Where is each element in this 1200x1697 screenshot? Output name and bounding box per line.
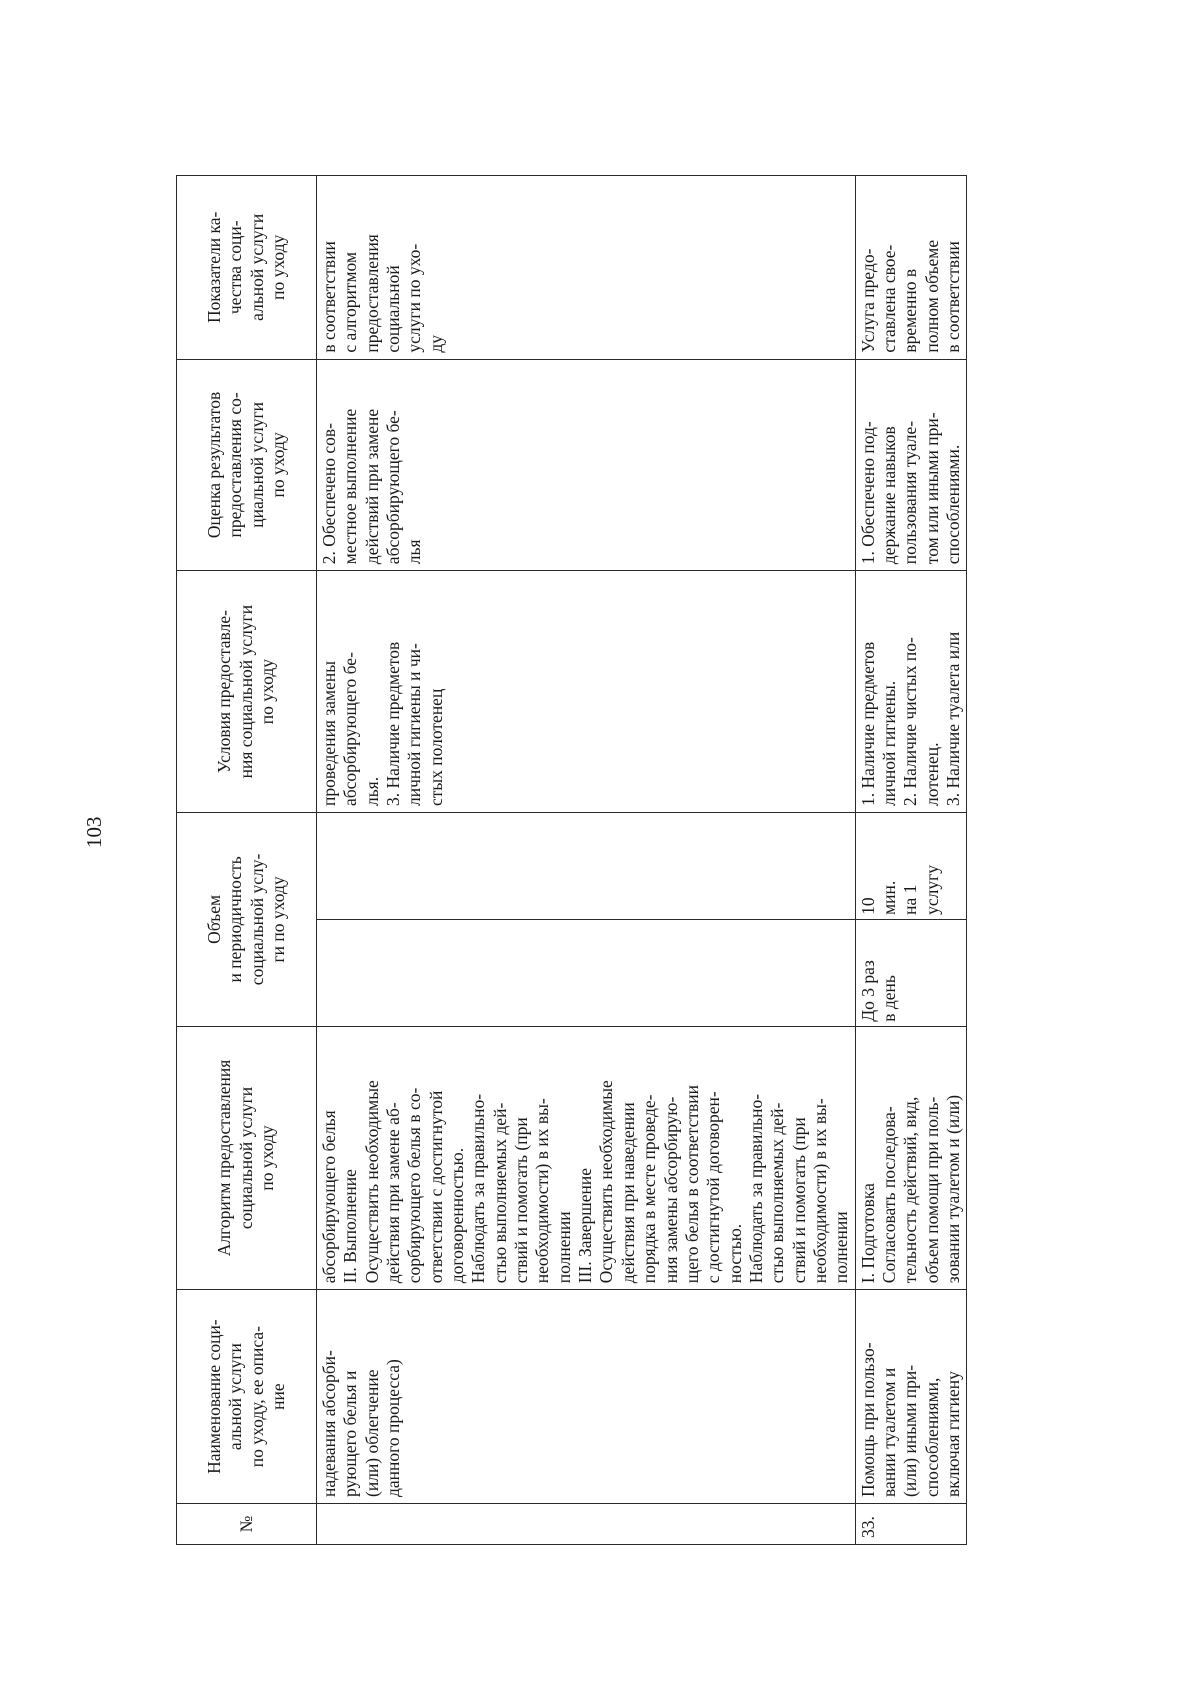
cell-algorithm: абсорбирующего белья II. Выполнение Осуществить необходимые действия при замене аб- сорбирующего белья в со- ответствии с достигнутой договоренностью. Наблюдать за правильно- стью выполняемых дей- ствий и помогать (при необходимости) в их вы- полнении III. Завершение Осуществить необходимые действия при наведении порядка в месте проведе- ния замены абсорбирую- щего белья в соответствии с достигнутой договорен- ностью. Наблюдать за правильно- стью выполняемых дей- ствий и помогать (при необходимости) в их вы- полнении — [317, 1026, 856, 1289]
header-evaluation: Оценка результатов предоставления со- циальной услуги по уходу — [177, 359, 317, 571]
header-number: № — [177, 1503, 317, 1544]
table-row — [317, 176, 856, 1545]
header-service-name: Наименование соци- альной услуги по уходу, ее описа- ние — [177, 1290, 317, 1504]
cell-algorithm: I. Подготовка Согласовать последова- тельность действий, вид, объем помощи при поль- зовании туалетом и (или) — [855, 1026, 967, 1289]
table-header-row — [177, 176, 317, 1545]
cell-evaluation: 2. Обеспечено сов- местное выполнение действий при замене абсорбирующего бе- лья — [317, 359, 856, 571]
cell-conditions: проведения замены абсорбирующего бе- лья. 3. Наличие предметов личной гигиены и чи- стых полотенец — [317, 571, 856, 813]
cell-volume — [855, 813, 967, 1027]
document-sheet — [176, 175, 963, 1545]
header-conditions: Условия предоставле- ния социальной услуги по уходу — [177, 571, 317, 813]
cell-quality: в соответствии с алгоритмом предоставления социальной услуги по ухо- ду — [317, 176, 856, 360]
cell-number — [317, 1503, 856, 1544]
service-table — [176, 175, 967, 1545]
cell-evaluation: 1. Обеспечено под- держание навыков пользования туале- том или иными при- способлениями. — [855, 359, 967, 571]
header-algorithm: Алгоритм предоставления социальной услуги по уходу — [177, 1026, 317, 1289]
cell-number: 33. — [855, 1503, 967, 1544]
cell-duration: 10 мин. на 1 услугу — [856, 813, 967, 920]
cell-quality: Услуга предо- ставлена свое- временно в полном объеме в соответствии — [855, 176, 967, 360]
header-quality: Показатели ка- чества соци- альной услуги по уходу — [177, 176, 317, 360]
cell-service-name: Помощь при пользо- вании туалетом и (или) иными при- способлениями, включая гигиену — [855, 1290, 967, 1504]
cell-service-name: надевания абсорби- рующего белья и (или) облегчение данного процесса) — [317, 1290, 856, 1504]
cell-frequency: До 3 раз в день — [857, 960, 899, 1022]
cell-duration — [317, 813, 855, 920]
page-number: 103 — [82, 816, 106, 848]
cell-volume — [317, 813, 856, 1027]
table-row — [855, 176, 967, 1545]
cell-conditions: 1. Наличие предметов личной гигиены. 2. Наличие чистых по- лотенец. 3. Наличие туалета или — [855, 571, 967, 813]
header-volume: Объем и периодичность социальной услу- ги по уходу — [177, 813, 317, 1027]
cell-frequency — [317, 920, 855, 1026]
